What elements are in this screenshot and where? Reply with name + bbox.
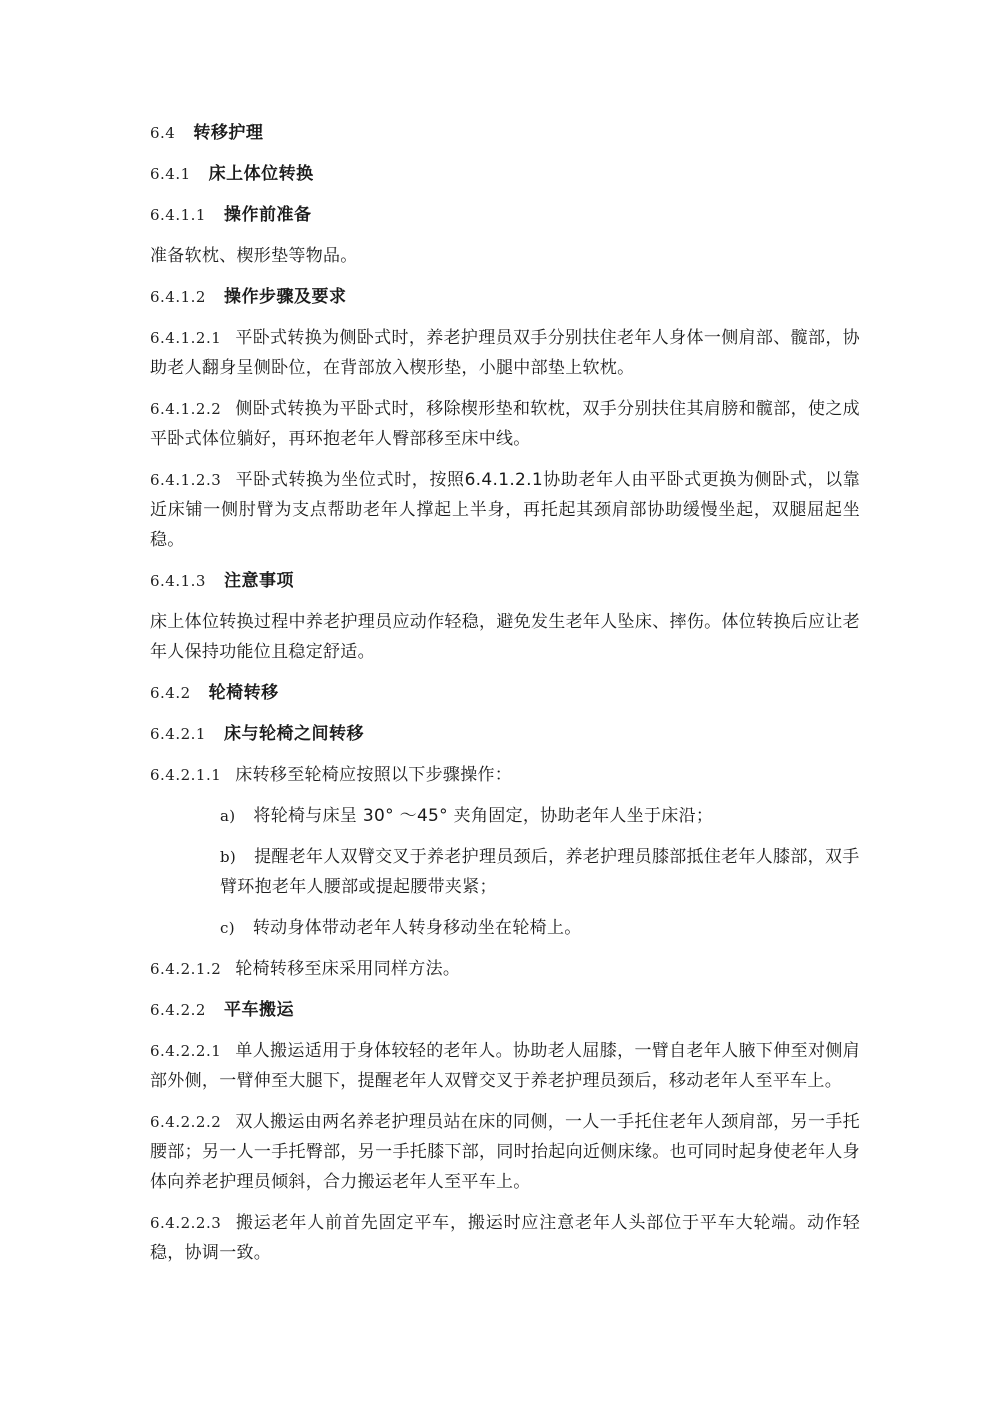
clause-number: 6.4.2.2 xyxy=(150,1001,206,1019)
paragraph-number: 6.4.1.2.1 xyxy=(150,329,222,347)
list-text: 提醒老年人双臂交叉于养老护理员颈后，养老护理员膝部抵住老年人膝部，双手臂环抱老年人腰部或提起腰带夹紧； xyxy=(220,847,860,897)
clause-heading xyxy=(150,719,860,749)
paragraph-text: 单人搬运适用于身体较轻的老年人。协助老人屈膝，一臂自老年人腋下伸至对侧肩部外侧，一臂伸至大腿下，提醒老年人双臂交叉于养老护理员颈后，移动老年人至平车上。 xyxy=(150,1041,860,1091)
numbered-paragraph xyxy=(150,954,860,984)
paragraph-number: 6.4.2.2.1 xyxy=(150,1042,222,1060)
clause-number: 6.4.1.2 xyxy=(150,288,206,306)
paragraph-number: 6.4.2.2.3 xyxy=(150,1214,222,1232)
subsection-title: 轮椅转移 xyxy=(208,683,279,703)
paragraph-number: 6.4.2.1.2 xyxy=(150,960,222,978)
list-label: a) xyxy=(220,807,236,825)
subsection-heading xyxy=(150,159,860,189)
paragraph-text: 平卧式转换为侧卧式时，养老护理员双手分别扶住老年人身体一侧肩部、髋部，协助老人翻身呈侧卧位，在背部放入楔形垫，小腿中部垫上软枕。 xyxy=(150,328,860,378)
clause-heading xyxy=(150,200,860,230)
clause-number: 6.4.1.3 xyxy=(150,572,206,590)
clause-heading xyxy=(150,282,860,312)
numbered-paragraph xyxy=(150,1208,860,1268)
paragraph-text: 侧卧式转换为平卧式时，移除楔形垫和软枕，双手分别扶住其肩膀和髋部，使之成平卧式体位躺好，再环抱老年人臀部移至床中线。 xyxy=(150,399,860,449)
paragraph-number: 6.4.2.2.2 xyxy=(150,1113,222,1131)
numbered-paragraph xyxy=(150,323,860,383)
subsection-heading xyxy=(150,678,860,708)
list-label: c) xyxy=(220,919,235,937)
clause-title: 注意事项 xyxy=(223,571,294,591)
clause-title: 操作步骤及要求 xyxy=(223,287,347,307)
list-label: b) xyxy=(220,848,237,866)
subsection-title: 床上体位转换 xyxy=(208,164,314,184)
clause-heading xyxy=(150,566,860,596)
section-title: 转移护理 xyxy=(193,123,264,143)
subsection-number: 6.4.1 xyxy=(150,165,191,183)
section-heading xyxy=(150,118,860,148)
paragraph-number: 6.4.1.2.3 xyxy=(150,471,222,489)
clause-heading xyxy=(150,995,860,1025)
paragraph-text: 轮椅转移至床采用同样方法。 xyxy=(235,959,461,979)
numbered-paragraph xyxy=(150,1107,860,1197)
paragraph-number: 6.4.2.1.1 xyxy=(150,766,222,784)
list-item xyxy=(150,842,860,902)
clause-title: 操作前准备 xyxy=(223,205,312,225)
clause-title: 平车搬运 xyxy=(223,1000,294,1020)
list-text: 将轮椅与床呈 30° ～45° 夹角固定，协助老年人坐于床沿； xyxy=(253,806,714,826)
clause-number: 6.4.1.1 xyxy=(150,206,206,224)
numbered-paragraph xyxy=(150,465,860,555)
numbered-paragraph xyxy=(150,1036,860,1096)
clause-title: 床与轮椅之间转移 xyxy=(223,724,364,744)
subsection-number: 6.4.2 xyxy=(150,684,191,702)
paragraph-text: 双人搬运由两名养老护理员站在床的同侧，一人一手托住老年人颈肩部，另一手托腰部；另一人一手托臀部，另一手托膝下部，同时抬起向近侧床缘。也可同时起身使老年人身体向养老护理员倾斜，合力搬运老年人至平车上。 xyxy=(150,1112,860,1192)
numbered-paragraph xyxy=(150,394,860,454)
clause-number: 6.4.2.1 xyxy=(150,725,206,743)
numbered-paragraph xyxy=(150,760,860,790)
list-item xyxy=(150,801,860,831)
list-text: 转动身体带动老年人转身移动坐在轮椅上。 xyxy=(252,918,582,938)
paragraph-text: 搬运老年人前首先固定平车，搬运时应注意老年人头部位于平车大轮端。动作轻稳，协调一致。 xyxy=(150,1213,860,1263)
list-item xyxy=(150,913,860,943)
paragraph: 床上体位转换过程中养老护理员应动作轻稳，避免发生老年人坠床、摔伤。体位转换后应让老年人保持功能位且稳定舒适。 xyxy=(150,612,860,662)
paragraph: 准备软枕、楔形垫等物品。 xyxy=(150,246,358,266)
document-body xyxy=(150,118,860,1279)
paragraph-number: 6.4.1.2.2 xyxy=(150,400,222,418)
section-number: 6.4 xyxy=(150,124,176,142)
paragraph-text: 平卧式转换为坐位式时，按照6.4.1.2.1协助老年人由平卧式更换为侧卧式，以靠近床铺一侧肘臂为支点帮助老年人撑起上半身，再托起其颈肩部协助缓慢坐起，双腿屈起坐稳。 xyxy=(150,470,860,550)
paragraph-text: 床转移至轮椅应按照以下步骤操作： xyxy=(235,765,513,785)
